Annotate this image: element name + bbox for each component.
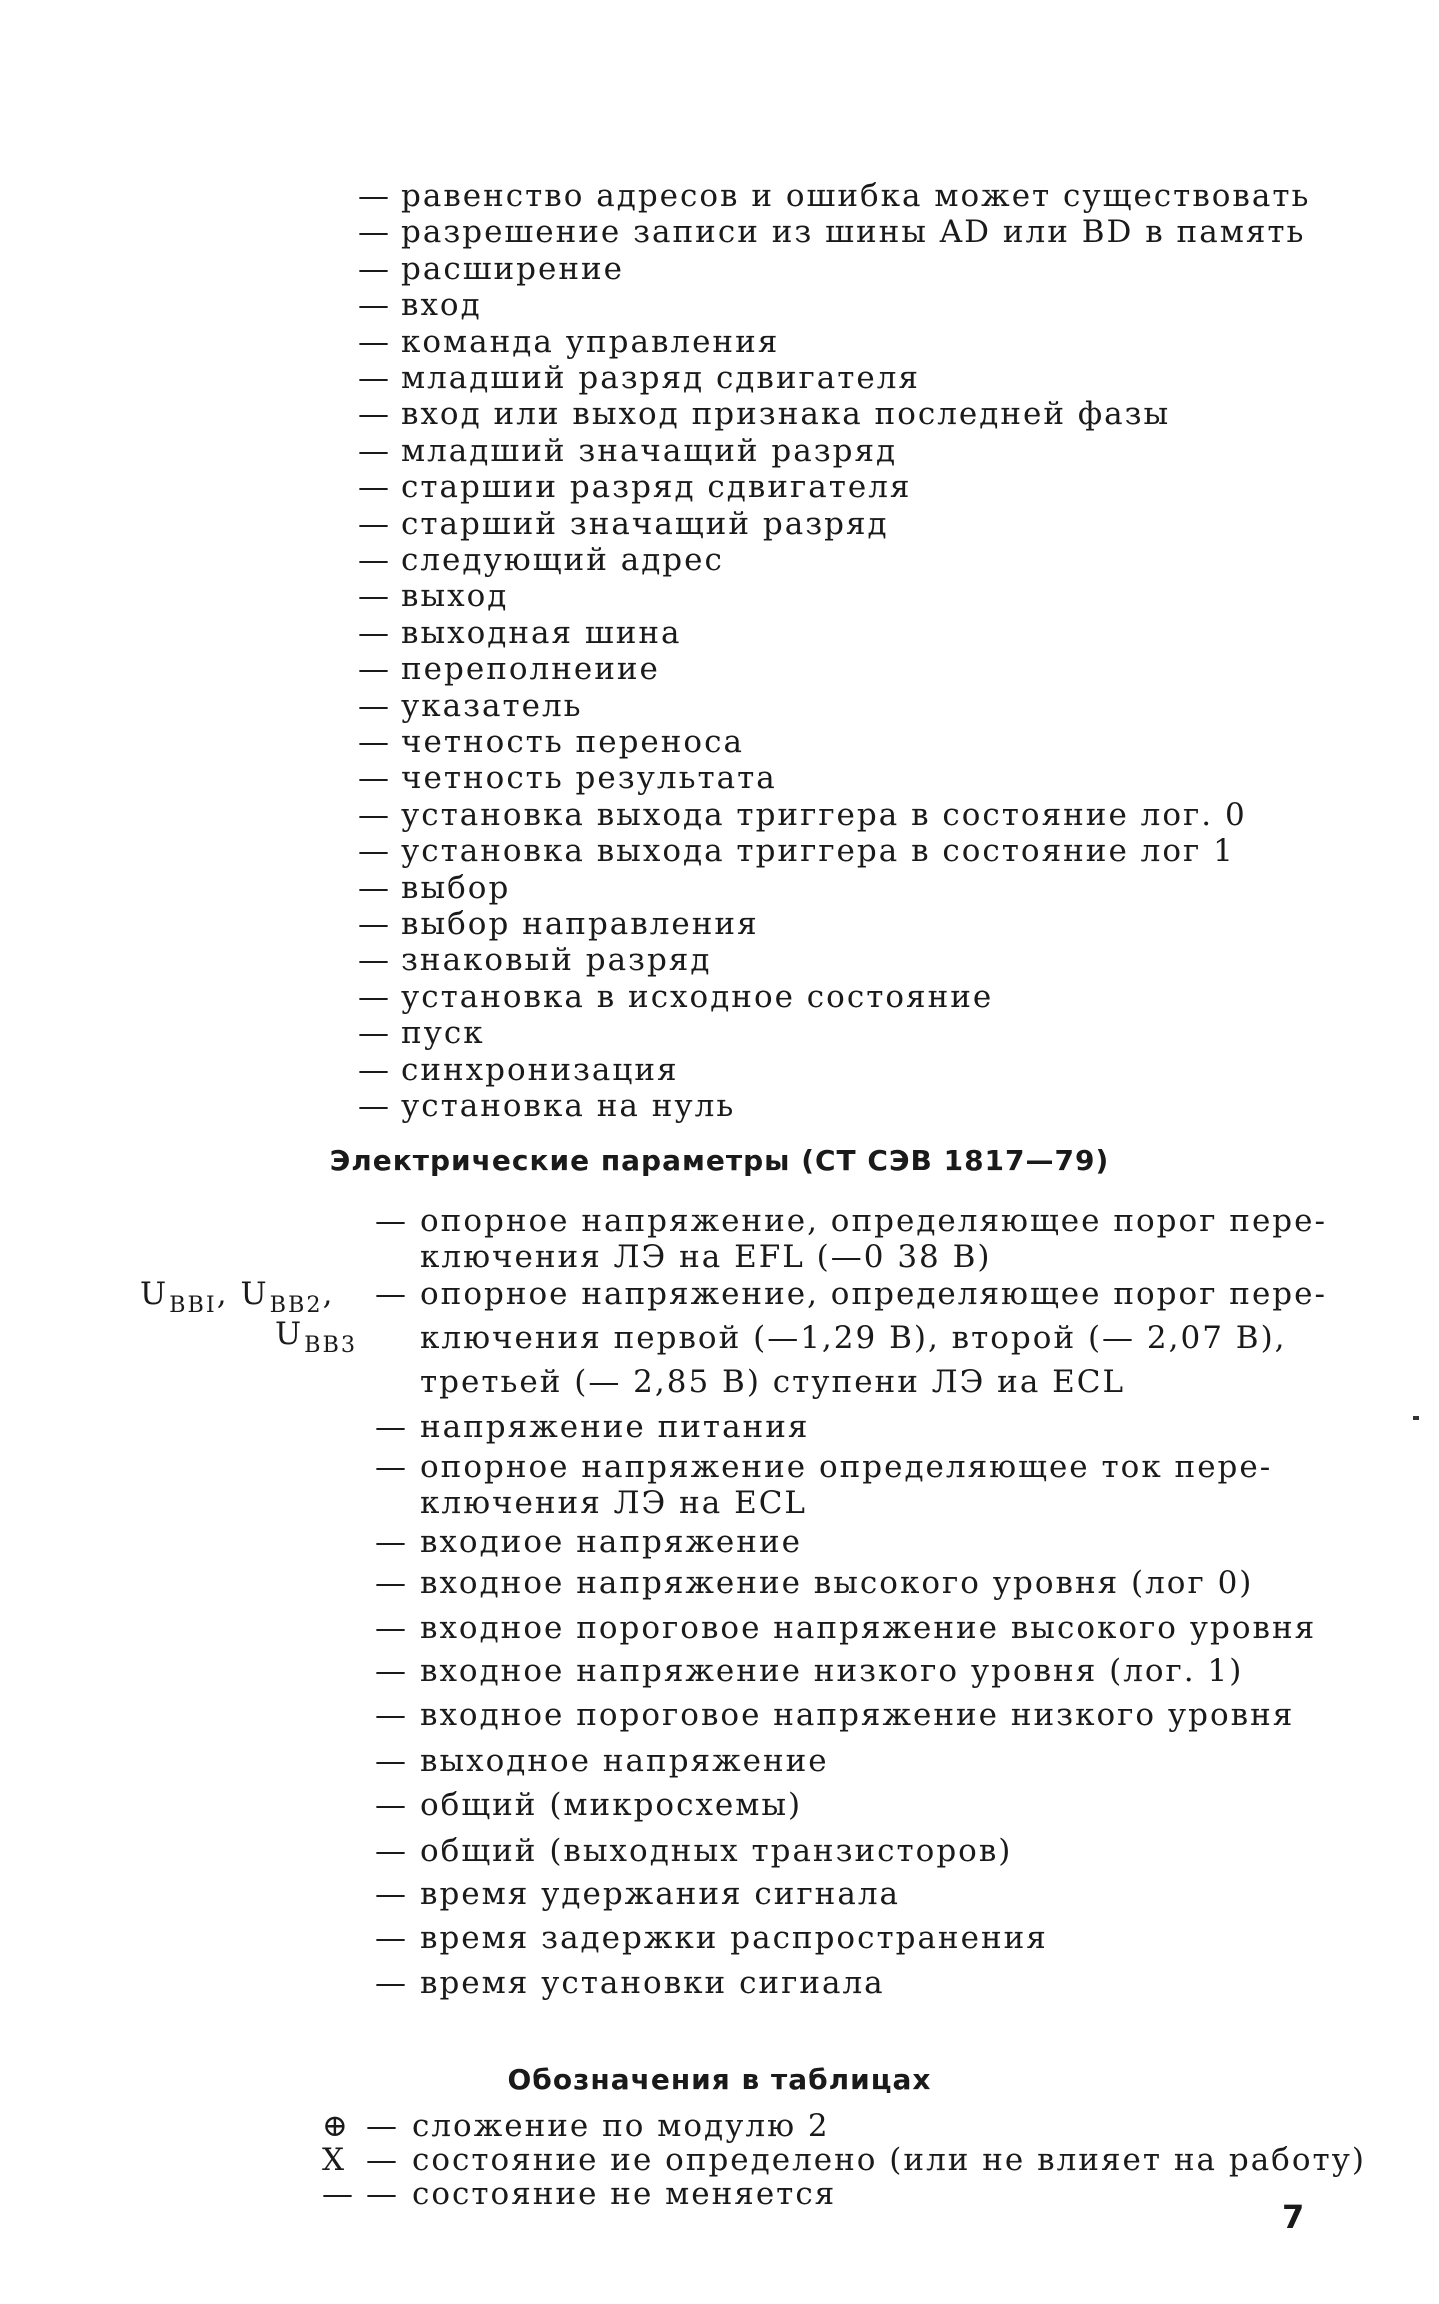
- abbreviation-description: [358, 360, 920, 396]
- parameter-description-line: входиое напряжение: [420, 1524, 802, 1560]
- symbol-subscript: BB2: [269, 1291, 323, 1318]
- electrical-parameters-heading: Электрические параметры (СТ СЭВ 1817—79): [329, 1144, 1110, 1177]
- abbreviation-text: выход: [401, 578, 509, 615]
- notation-description: состояние не меняется: [412, 2176, 837, 2212]
- em-dash: —: [358, 178, 391, 214]
- abbreviation-text: расширение: [401, 250, 625, 287]
- abbreviation-text: четность результата: [401, 760, 777, 797]
- parameter-description-line: входное напряжение низкого уровня (лог. 1): [420, 1653, 1244, 1689]
- em-dash: —: [375, 1276, 408, 1312]
- em-dash: —: [375, 1876, 408, 1912]
- em-dash: —: [358, 432, 391, 469]
- abbreviation-description: [358, 979, 993, 1015]
- abbreviation-text: вход: [401, 287, 482, 324]
- parameter-description-line: входное пороговое напряжение низкого уровня: [420, 1697, 1295, 1733]
- abbreviation-text: младший значащий разряд: [401, 432, 898, 469]
- parameter-description-line: ключения первой (—1,29 В), второй (— 2,07 В),: [420, 1320, 1287, 1356]
- abbreviation-description: [358, 651, 660, 687]
- tables-notation-heading: Обозначения в таблицах: [507, 2063, 932, 2096]
- abbreviation-text: установка выхода триггера в состояние лог 1: [401, 833, 1235, 870]
- em-dash: —: [358, 250, 391, 287]
- parameter-description-line: ключения ЛЭ на EFL (—0 38 В): [420, 1239, 992, 1275]
- parameter-description-line: опорное напряжение, определяющее порог пере-: [420, 1276, 1327, 1312]
- em-dash: —: [375, 1449, 408, 1485]
- abbreviation-text: младший разряд сдвигателя: [401, 360, 920, 396]
- em-dash: —: [358, 578, 391, 615]
- em-dash: —: [358, 760, 391, 797]
- notation-description: состояние ие определено (или не влияет на работу): [412, 2142, 1366, 2178]
- em-dash: —: [358, 1015, 391, 1052]
- em-dash: —: [375, 1697, 408, 1733]
- em-dash: —: [375, 1965, 408, 2001]
- parameter-description-line: входное пороговое напряжение высокого уровня: [420, 1610, 1317, 1646]
- abbreviation-text: равенство адресов и ошибка может существовать: [401, 178, 1311, 214]
- abbreviation-description: [358, 1088, 735, 1124]
- em-dash: —: [375, 1565, 408, 1601]
- em-dash: —: [366, 2176, 399, 2212]
- em-dash: —: [358, 1051, 391, 1088]
- symbol-separator: ,: [216, 1276, 241, 1312]
- abbreviation-description: [358, 578, 508, 614]
- abbreviation-text: вход или выход признака последней фазы: [401, 396, 1171, 433]
- parameter-description-line: третьей (— 2,85 В) ступени ЛЭ иа ECL: [420, 1364, 1126, 1400]
- abbreviation-text: указатель: [401, 687, 583, 724]
- em-dash: —: [358, 214, 391, 251]
- abbreviation-text: переполнеиие: [401, 651, 660, 688]
- abbreviation-description: [358, 797, 1247, 833]
- em-dash: —: [358, 323, 391, 360]
- em-dash: —: [375, 1743, 408, 1779]
- parameter-description-line: напряжение питания: [420, 1409, 810, 1445]
- parameter-description-line: общий (микросхемы): [420, 1787, 803, 1823]
- parameter-description-line: общий (выходных транзисторов): [420, 1833, 1013, 1869]
- abbreviation-text: команда управления: [401, 323, 780, 360]
- abbreviation-text: установка выхода триггера в состояние лог. 0: [401, 796, 1247, 833]
- em-dash: —: [358, 287, 391, 324]
- parameter-description-line: время установки сигиала: [420, 1965, 885, 2001]
- em-dash: —: [366, 2142, 399, 2178]
- abbreviation-description: [358, 760, 777, 796]
- abbreviation-text: установка в исходное состояние: [401, 978, 994, 1015]
- em-dash: —: [375, 1833, 408, 1869]
- abbreviation-description: [358, 433, 897, 469]
- abbreviation-text: старшии разряд сдвигателя: [401, 469, 912, 506]
- em-dash: —: [358, 542, 391, 578]
- notation-symbol: X: [322, 2142, 347, 2178]
- abbreviation-text: пуск: [401, 1015, 485, 1052]
- em-dash: —: [358, 505, 391, 542]
- abbreviation-description: [358, 506, 889, 542]
- em-dash: —: [375, 1653, 408, 1689]
- abbreviation-description: [358, 615, 682, 651]
- parameter-description-line: входное напряжение высокого уровня (лог 0): [420, 1565, 1254, 1601]
- parameter-description-line: выходное напряжение: [420, 1743, 829, 1779]
- abbreviation-description: [358, 870, 510, 906]
- em-dash: —: [358, 614, 391, 651]
- symbol-base: U: [240, 1276, 269, 1312]
- print-speck: [1413, 1416, 1419, 1420]
- abbreviation-description: [358, 396, 1170, 432]
- abbreviation-text: выбор: [401, 869, 511, 906]
- abbreviation-description: [358, 324, 779, 360]
- abbreviation-description: [358, 542, 724, 578]
- em-dash: —: [358, 687, 391, 724]
- em-dash: —: [358, 469, 391, 506]
- page-number: 7: [1282, 2198, 1305, 2236]
- abbreviation-description: [358, 906, 759, 942]
- abbreviation-description: [358, 469, 911, 505]
- notation-symbol: —: [322, 2176, 355, 2212]
- em-dash: —: [358, 942, 391, 979]
- em-dash: —: [375, 1203, 408, 1239]
- parameter-description-line: опорное напряжение, определяющее порог пере-: [420, 1203, 1327, 1239]
- em-dash: —: [358, 906, 391, 942]
- em-dash: —: [358, 978, 391, 1015]
- abbreviation-description: [358, 214, 1305, 250]
- em-dash: —: [358, 869, 391, 906]
- em-dash: —: [358, 724, 391, 760]
- symbol-base: U: [275, 1316, 304, 1352]
- em-dash: —: [358, 396, 391, 433]
- em-dash: —: [358, 833, 391, 870]
- em-dash: —: [375, 1524, 408, 1560]
- abbreviation-text: выходная шина: [401, 614, 682, 651]
- abbreviation-text: следующий адрес: [401, 542, 724, 578]
- symbol-separator: ,: [322, 1276, 335, 1312]
- em-dash: —: [375, 1610, 408, 1646]
- abbreviation-text: синхронизация: [401, 1051, 679, 1088]
- abbreviation-description: [358, 1052, 679, 1088]
- notation-symbol: ⊕: [322, 2108, 350, 2144]
- em-dash: —: [375, 1787, 408, 1823]
- parameter-description-line: опорное напряжение определяющее ток пере-: [420, 1449, 1273, 1485]
- parameter-symbol-third: [275, 1316, 358, 1358]
- parameter-description-line: время задержки распространения: [420, 1920, 1048, 1956]
- abbreviation-text: старший значащий разряд: [401, 505, 889, 542]
- abbreviation-description: [358, 724, 744, 760]
- abbreviation-description: [358, 1015, 485, 1051]
- em-dash: —: [358, 360, 391, 396]
- em-dash: —: [358, 651, 391, 688]
- abbreviation-text: выбор направления: [401, 906, 759, 942]
- em-dash: —: [358, 796, 391, 833]
- em-dash: —: [375, 1920, 408, 1956]
- parameter-description-line: ключения ЛЭ на ECL: [420, 1485, 808, 1521]
- abbreviation-description: [358, 251, 624, 287]
- abbreviation-description: [358, 178, 1310, 214]
- parameter-symbols: [140, 1276, 335, 1318]
- abbreviation-text: установка на нуль: [401, 1088, 736, 1124]
- abbreviation-description: [358, 942, 711, 978]
- abbreviation-text: знаковый разряд: [401, 942, 712, 979]
- abbreviation-text: четность переноса: [401, 724, 744, 760]
- em-dash: —: [375, 1409, 408, 1445]
- parameter-description-line: время удержания сигнала: [420, 1876, 900, 1912]
- symbol-subscript: BB3: [304, 1331, 358, 1358]
- abbreviation-description: [358, 833, 1235, 869]
- symbol-base: U: [140, 1276, 169, 1312]
- abbreviation-description: [358, 287, 482, 323]
- notation-description: сложение по модулю 2: [412, 2108, 830, 2144]
- abbreviation-text: разрешение записи из шины AD или BD в память: [401, 214, 1306, 251]
- em-dash: —: [366, 2108, 399, 2144]
- abbreviation-description: [358, 688, 583, 724]
- em-dash: —: [358, 1088, 391, 1124]
- symbol-subscript: BBI: [169, 1291, 217, 1318]
